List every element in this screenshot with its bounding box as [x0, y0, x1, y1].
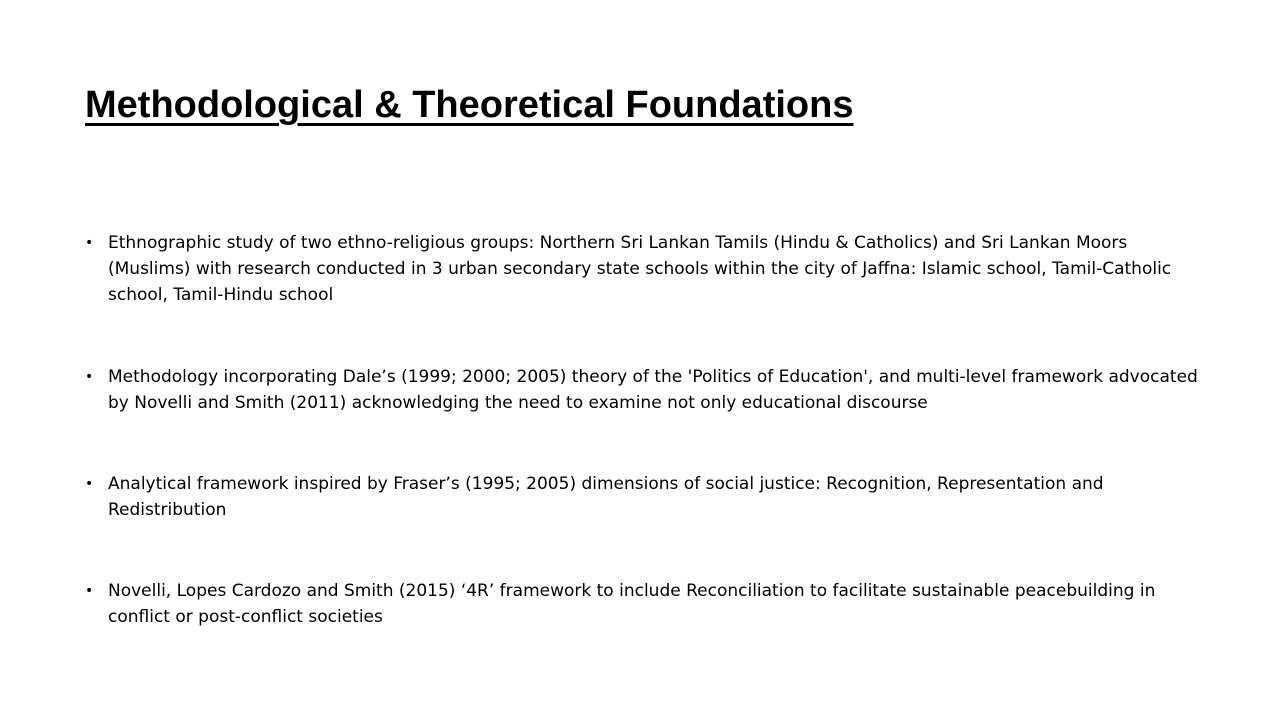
bullet-icon: • — [85, 235, 94, 251]
bullet-item — [85, 364, 1215, 416]
bullet-text: Methodology incorporating Dale’s (1999; 2000; 2005) theory of the 'Politics of Education', and multi-level framework advocated by Novelli and Smith (2011) acknowledging the need to examine not only educational discourse — [108, 367, 1198, 413]
bullet-text: Novelli, Lopes Cardozo and Smith (2015) ‘4R’ framework to include Reconciliation to facilitate sustainable peacebuilding in conflict or post-conflict societies — [108, 581, 1156, 627]
bullet-item — [85, 471, 1215, 523]
bullet-text: Ethnographic study of two ethno-religious groups: Northern Sri Lankan Tamils (Hindu & Catholics) and Sri Lankan Moors (Muslims) with research conducted in 3 urban secondary state schools within the city of Jaffna: Islamic school, Tamil-Catholic school, Tamil-Hindu school — [108, 233, 1172, 305]
bullet-text: Analytical framework inspired by Fraser’s (1995; 2005) dimensions of social justice: Recognition, Representation and Redistribution — [108, 474, 1104, 520]
bullet-icon: • — [85, 369, 94, 385]
bullet-item — [85, 578, 1215, 630]
bullet-item — [85, 230, 1215, 308]
bullet-icon: • — [85, 583, 94, 599]
slide-title: Methodological & Theoretical Foundations — [85, 84, 854, 126]
bullet-icon: • — [85, 476, 94, 492]
bullet-list — [85, 230, 1215, 630]
